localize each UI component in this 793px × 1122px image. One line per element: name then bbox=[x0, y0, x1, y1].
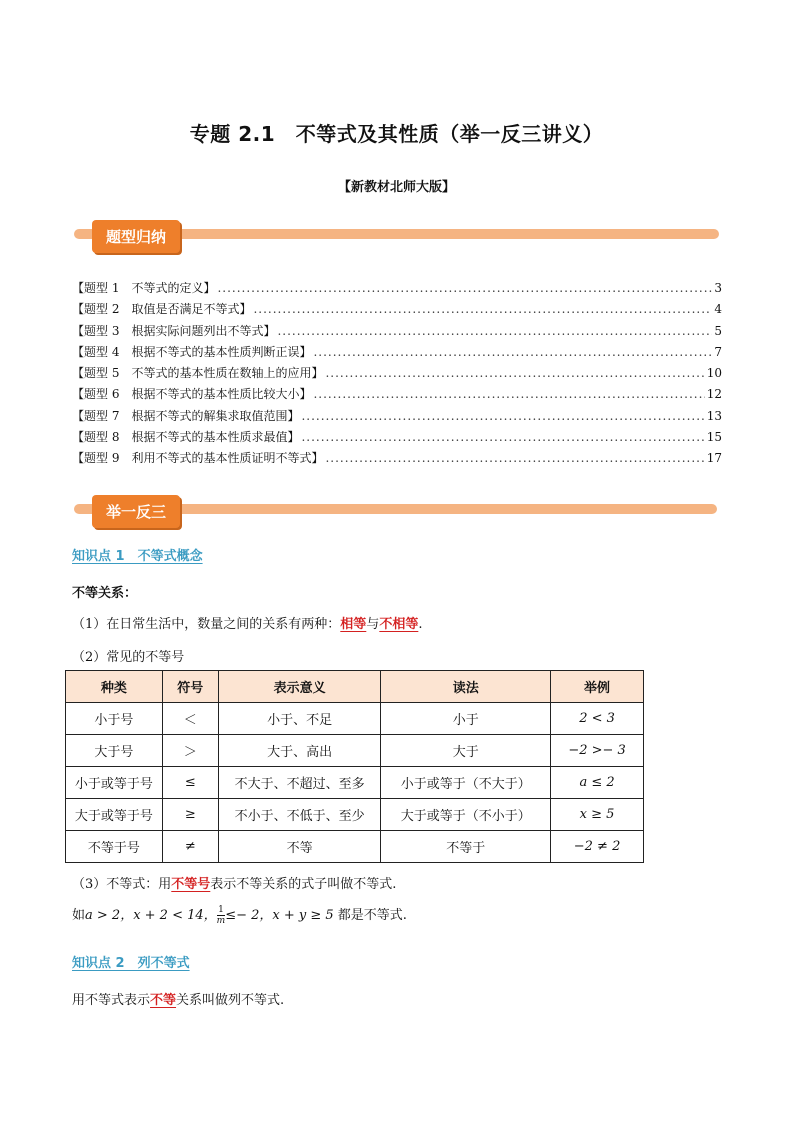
toc-entry-page: 15 bbox=[706, 430, 722, 445]
table-row bbox=[66, 831, 644, 863]
relation-label: 不等关系： bbox=[72, 586, 138, 601]
kp1-line-1 bbox=[72, 613, 422, 632]
table-cell: 小于、不足 bbox=[218, 703, 381, 735]
kp1-line-2: （2）常见的不等号 bbox=[72, 650, 185, 665]
table-cell: 小于号 bbox=[66, 703, 163, 735]
toc-entry[interactable] bbox=[72, 343, 722, 364]
table-cell: ≤ bbox=[162, 767, 218, 799]
toc-leader-dots bbox=[277, 324, 712, 338]
table-cell: 不等于 bbox=[381, 831, 551, 863]
toc-entry-label: 【题型 4 根据不等式的基本性质判断正误】 bbox=[72, 344, 312, 359]
kp2-line-suffix: 关系叫做列不等式. bbox=[176, 993, 285, 1008]
table-cell: 不等于号 bbox=[66, 831, 163, 863]
table-cell: 不大于、不超过、至多 bbox=[218, 767, 381, 799]
kp1-line-1-end: . bbox=[418, 617, 423, 632]
table-cell: 不等 bbox=[218, 831, 381, 863]
toc-entry-label: 【题型 5 不等式的基本性质在数轴上的应用】 bbox=[72, 366, 324, 381]
table-cell: a ≤ 2 bbox=[551, 767, 644, 799]
toc-entry[interactable] bbox=[72, 364, 722, 385]
table-header-cell: 读法 bbox=[381, 671, 551, 703]
kp1-line-1-prefix: （1）在日常生活中，数量之间的关系有两种： bbox=[72, 617, 341, 632]
toc-leader-dots bbox=[313, 387, 704, 401]
section-badge-examples: 举一反三 bbox=[92, 495, 180, 528]
toc-leader-dots bbox=[301, 430, 704, 444]
toc-entry[interactable] bbox=[72, 300, 722, 321]
kp1-line-1-and: 与 bbox=[366, 617, 380, 632]
toc-entry[interactable] bbox=[72, 322, 722, 343]
toc-entry-page: 12 bbox=[706, 387, 722, 402]
toc-entry-label: 【题型 6 根据不等式的基本性质比较大小】 bbox=[72, 387, 312, 402]
table-row bbox=[66, 703, 644, 735]
toc-entry-label: 【题型 3 根据实际问题列出不等式】 bbox=[72, 323, 276, 338]
kp1-line-4 bbox=[72, 904, 407, 928]
kp2-line bbox=[72, 989, 284, 1008]
table-cell: ＜ bbox=[162, 703, 218, 735]
table-row bbox=[66, 799, 644, 831]
toc-leader-dots bbox=[325, 451, 704, 465]
page-title: 专题 2.1 不等式及其性质（举一反三讲义） bbox=[189, 122, 604, 146]
table-cell: −2 ≠ 2 bbox=[551, 831, 644, 863]
knowledge-point-2-heading: 知识点 2 列不等式 bbox=[72, 956, 190, 971]
toc-entry-label: 【题型 9 利用不等式的基本性质证明不等式】 bbox=[72, 451, 324, 466]
toc-entry-label: 【题型 8 根据不等式的基本性质求最值】 bbox=[72, 430, 300, 445]
table-cell: 大于号 bbox=[66, 735, 163, 767]
table-header-cell: 表示意义 bbox=[218, 671, 381, 703]
table-cell: 小于 bbox=[381, 703, 551, 735]
math-expression-1: a > 2，x + 2 < 14， bbox=[85, 908, 217, 923]
toc-leader-dots bbox=[253, 302, 712, 316]
table-cell: 大于 bbox=[381, 735, 551, 767]
toc-entry-page: 3 bbox=[714, 281, 722, 295]
table-cell: 大于或等于（不小于） bbox=[381, 799, 551, 831]
toc-entry-label: 【题型 1 不等式的定义】 bbox=[72, 281, 216, 295]
table-of-contents bbox=[72, 279, 722, 471]
toc-entry-page: 13 bbox=[706, 408, 722, 423]
toc-entry[interactable] bbox=[72, 279, 722, 300]
toc-entry-label: 【题型 2 取值是否满足不等式】 bbox=[72, 302, 252, 317]
table-cell: 不小于、不低于、至少 bbox=[218, 799, 381, 831]
toc-entry-page: 10 bbox=[706, 366, 722, 381]
page-subtitle: 【新教材北师大版】 bbox=[337, 180, 455, 195]
table-cell: 大于或等于号 bbox=[66, 799, 163, 831]
section-badge-types: 题型归纳 bbox=[92, 220, 180, 253]
toc-leader-dots bbox=[313, 345, 712, 359]
math-fraction bbox=[217, 905, 226, 926]
table-header-cell: 符号 bbox=[162, 671, 218, 703]
keyword-unequal-2: 不等 bbox=[150, 993, 177, 1008]
table-header-row bbox=[66, 671, 644, 703]
keyword-inequality-sign: 不等号 bbox=[171, 877, 211, 892]
toc-entry-page: 5 bbox=[714, 323, 722, 338]
table-cell: 2 < 3 bbox=[551, 703, 644, 735]
fraction-numerator: 1 bbox=[218, 905, 224, 915]
keyword-unequal: 不相等 bbox=[379, 617, 419, 632]
toc-leader-dots bbox=[301, 409, 704, 423]
keyword-equal: 相等 bbox=[340, 617, 367, 632]
toc-entry-page: 7 bbox=[714, 344, 722, 359]
table-header-cell: 种类 bbox=[66, 671, 163, 703]
table-header-cell: 举例 bbox=[551, 671, 644, 703]
toc-entry[interactable] bbox=[72, 407, 722, 428]
kp1-line-3-suffix: 表示不等关系的式子叫做不等式. bbox=[210, 877, 397, 892]
table-cell: 小于或等于号 bbox=[66, 767, 163, 799]
toc-leader-dots bbox=[217, 281, 712, 295]
inequality-symbols-table bbox=[65, 670, 644, 863]
table-cell: x ≥ 5 bbox=[551, 799, 644, 831]
toc-entry[interactable] bbox=[72, 449, 722, 470]
toc-entry[interactable] bbox=[72, 385, 722, 406]
toc-entry-page: 4 bbox=[714, 302, 722, 317]
kp1-line-3 bbox=[72, 873, 396, 892]
toc-entry-page: 17 bbox=[706, 451, 722, 466]
kp1-line-3-prefix: （3）不等式：用 bbox=[72, 877, 172, 892]
table-row bbox=[66, 735, 644, 767]
fraction-denominator: m bbox=[216, 916, 226, 926]
kp1-line-4-suffix: 都是不等式. bbox=[333, 908, 407, 923]
table-row bbox=[66, 767, 644, 799]
toc-entry-label: 【题型 7 根据不等式的解集求取值范围】 bbox=[72, 408, 300, 423]
toc-entry[interactable] bbox=[72, 428, 722, 449]
kp1-line-4-prefix: 如 bbox=[72, 908, 86, 923]
table-cell: ≠ bbox=[162, 831, 218, 863]
kp2-line-prefix: 用不等式表示 bbox=[72, 993, 151, 1008]
table-cell: −2 >− 3 bbox=[551, 735, 644, 767]
table-cell: 小于或等于（不大于） bbox=[381, 767, 551, 799]
table-cell: 大于、高出 bbox=[218, 735, 381, 767]
toc-leader-dots bbox=[325, 366, 704, 380]
table-cell: ＞ bbox=[162, 735, 218, 767]
table-cell: ≥ bbox=[162, 799, 218, 831]
knowledge-point-1-heading: 知识点 1 不等式概念 bbox=[72, 549, 203, 564]
math-expression-2: ≤− 2，x + y ≥ 5 bbox=[225, 908, 334, 923]
